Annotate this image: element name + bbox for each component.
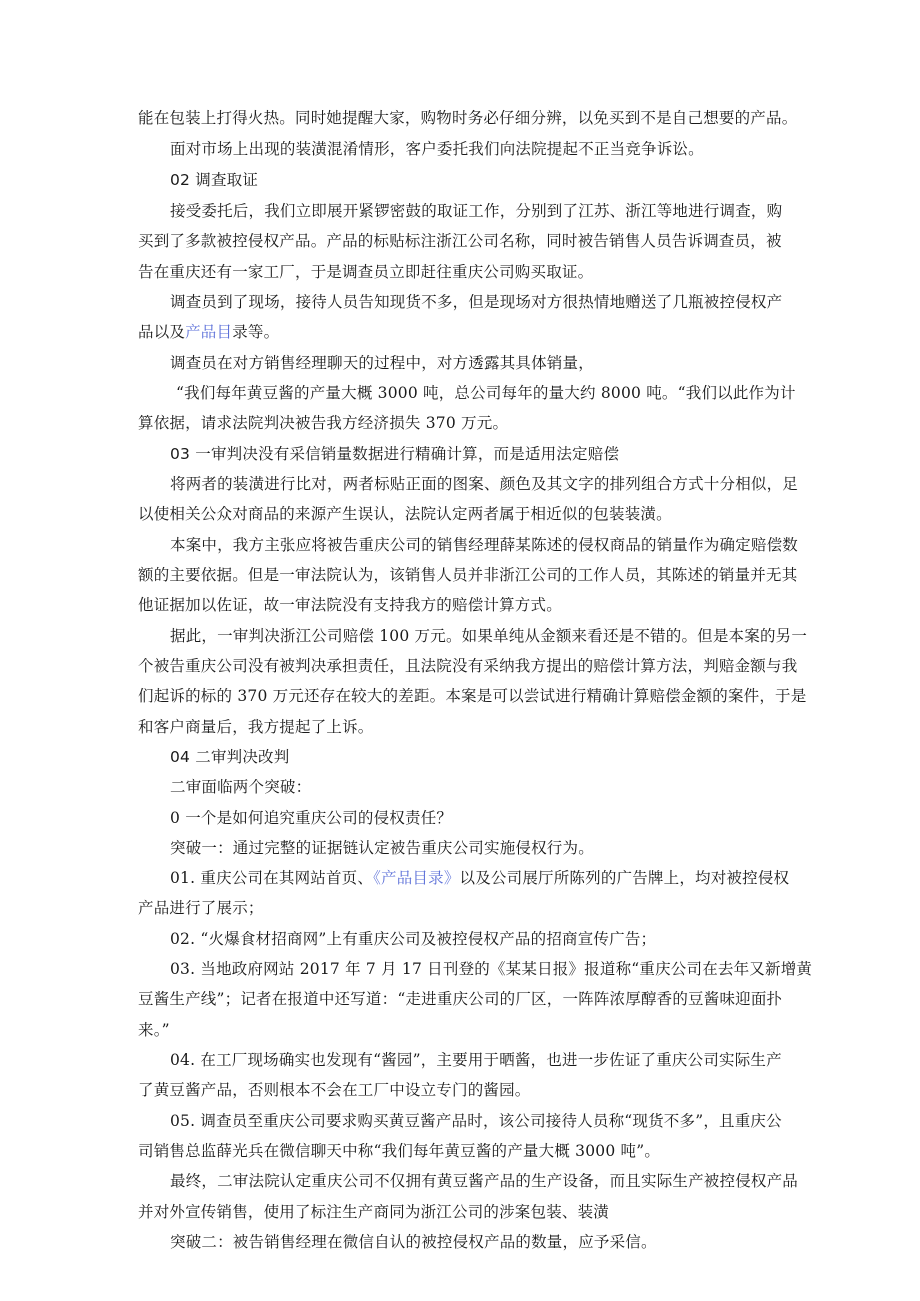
paragraph-line: 能在包装上打得火热。同时她提醒大家，购物时务必仔细分辨，以免买到不是自己想要的产品。 [138, 109, 798, 127]
text-span: 以及公司展厅所陈列的广告牌上，均对被控侵权 [459, 869, 790, 887]
paragraph-line: 和客户商量后，我方提起了上诉。 [138, 718, 374, 736]
paragraph-line: 02. “火爆食材招商网”上有重庆公司及被控侵权产品的招商宣传广告； [170, 930, 657, 948]
paragraph-line: 并对外宣传销售，使用了标注生产商同为浙江公司的涉案包装、装潢 [138, 1203, 610, 1221]
paragraph-line: 05. 调查员至重庆公司要求购买黄豆酱产品时，该公司接待人员称“现货不多”，且重庆公 [170, 1112, 782, 1130]
paragraph-line: 接受委托后，我们立即展开紧锣密鼓的取证工作，分别到了江苏、浙江等地进行调查，购 [170, 202, 783, 220]
paragraph-line [138, 321, 279, 343]
paragraph-line: 突破二：被告销售经理在微信自认的被控侵权产品的数量，应予采信。 [170, 1233, 657, 1251]
paragraph-line: 个被告重庆公司没有被判决承担责任，且法院没有采纳我方提出的赔偿计算方法，判赔金额与我 [138, 657, 798, 675]
paragraph-line: 了黄豆酱产品，否则根本不会在工厂中设立专门的酱园。 [138, 1081, 531, 1099]
paragraph-line: 面对市场上出现的装潢混淆情形，客户委托我们向法院提起不正当竞争诉讼。 [170, 140, 704, 158]
text-span: 品以及 [138, 323, 186, 341]
paragraph-line: 产品进行了展示； [138, 899, 264, 917]
section-heading-02: 02 调查取证 [170, 171, 259, 189]
paragraph-line: 告在重庆还有一家工厂，于是调查员立即赶往重庆公司购买取证。 [138, 263, 594, 281]
paragraph-line: 将两者的装潢进行比对，两者标贴正面的图案、颜色及其文字的排列组合方式十分相似，足 [170, 475, 799, 493]
paragraph-line: “我们每年黄豆酱的产量大概 3000 吨，总公司每年的量大约 8000 吨。“我们以此作为计 [176, 384, 796, 402]
paragraph-line: 调查员到了现场，接待人员告知现货不多，但是现场对方很热情地赠送了几瓶被控侵权产 [170, 293, 783, 311]
section-heading-04: 04 二审判决改判 [170, 748, 290, 766]
paragraph-line: 04. 在工厂现场确实也发现有“酱园”，主要用于晒酱，也进一步佐证了重庆公司实际生产 [170, 1051, 782, 1069]
paragraph-line: 算依据，请求法院判决被告我方经济损失 370 万元。 [138, 414, 509, 432]
paragraph-line: 司销售总监薛光兵在微信聊天中称“我们每年黄豆酱的产量大概 3000 吨”。 [138, 1142, 661, 1160]
text-span: 录等。 [232, 323, 280, 341]
paragraph-line: 他证据加以佐证，故一审法院没有支持我方的赔偿计算方式。 [138, 596, 562, 614]
paragraph-line [170, 867, 789, 889]
section-heading-03: 03 一审判决没有采信销量数据进行精确计算，而是适用法定赔偿 [170, 445, 620, 463]
product-catalog-link[interactable]: 产品目 [185, 323, 233, 341]
paragraph-line: 调查员在对方销售经理聊天的过程中，对方透露其具体销量， [170, 354, 594, 372]
paragraph-line: 二审面临两个突破： [170, 778, 312, 796]
paragraph-line: 们起诉的标的 370 万元还存在较大的差距。本案是可以尝试进行精确计算赔偿金额的案件，于是 [138, 687, 807, 705]
paragraph-line: 本案中，我方主张应将被告重庆公司的销售经理薛某陈述的侵权商品的销量作为确定赔偿数 [170, 536, 799, 554]
paragraph-line: 来。” [138, 1021, 170, 1039]
text-span: 01. 重庆公司在其网站首页、 [170, 869, 374, 887]
paragraph-line: 以使相关公众对商品的来源产生误认，法院认定两者属于相近似的包装装潢。 [138, 505, 672, 523]
paragraph-line: 突破一：通过完整的证据链认定被告重庆公司实施侵权行为。 [170, 839, 594, 857]
paragraph-line: 0 一个是如何追究重庆公司的侵权责任？ [170, 809, 453, 827]
paragraph-line: 豆酱生产线”；记者在报道中还写道：“走进重庆公司的厂区，一阵阵浓厚醇香的豆酱味迎面扑 [138, 990, 783, 1008]
paragraph-line: 买到了多款被控侵权产品。产品的标贴标注浙江公司名称，同时被告销售人员告诉调查员，被 [138, 232, 782, 250]
paragraph-line: 据此，一审判决浙江公司赔偿 100 万元。如果单纯从金额来看还是不错的。但是本案的另一 [170, 627, 808, 645]
product-catalog-link[interactable]: 《产品目录》 [373, 869, 460, 887]
paragraph-line: 03. 当地政府网站 2017 年 7 月 17 日刊登的《某某日报》报道称“重庆公司在去年又新增黄 [170, 960, 813, 978]
paragraph-line: 最终，二审法院认定重庆公司不仅拥有黄豆酱产品的生产设备，而且实际生产被控侵权产品 [170, 1172, 799, 1190]
paragraph-line: 额的主要依据。但是一审法院认为，该销售人员并非浙江公司的工作人员，其陈述的销量并无其 [138, 566, 798, 584]
